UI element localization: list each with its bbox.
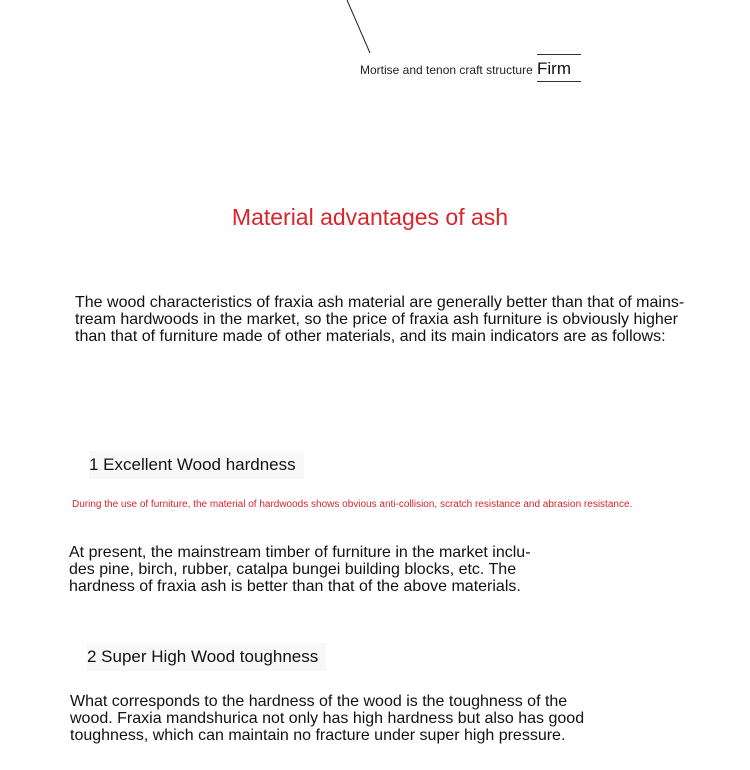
callout-leader-line — [0, 0, 750, 120]
heading-hardness: 1 Excellent Wood hardness — [89, 451, 304, 479]
toughness-paragraph: What corresponds to the hardness of the wood is the toughness of the wood. Fraxia mandshurica not only has high hardness but also has good toughness, which can maintain no fracture under super high pressure. — [70, 693, 585, 744]
callout-label: Mortise and tenon craft structure — [360, 63, 533, 77]
hardness-note: During the use of furniture, the material of hardwoods shows obvious anti-collision, scratch resistance and abrasion resistance. — [72, 499, 633, 510]
intro-paragraph: The wood characteristics of fraxia ash material are generally better than that of mains-tream hardwoods in the market, so the price of fraxia ash furniture is obviously higher than that of furniture made of other materials, and its main indicators are as follows: — [75, 294, 685, 345]
section-title: Material advantages of ash — [231, 204, 509, 230]
hardness-paragraph: At present, the mainstream timber of furniture in the market inclu-des pine, birch, rubber, catalpa bungei building blocks, etc. The hardness of fraxia ash is better than that of the above materials. — [69, 544, 531, 595]
heading-toughness: 2 Super High Wood toughness — [87, 643, 326, 671]
callout-tag: Firm — [537, 54, 581, 82]
